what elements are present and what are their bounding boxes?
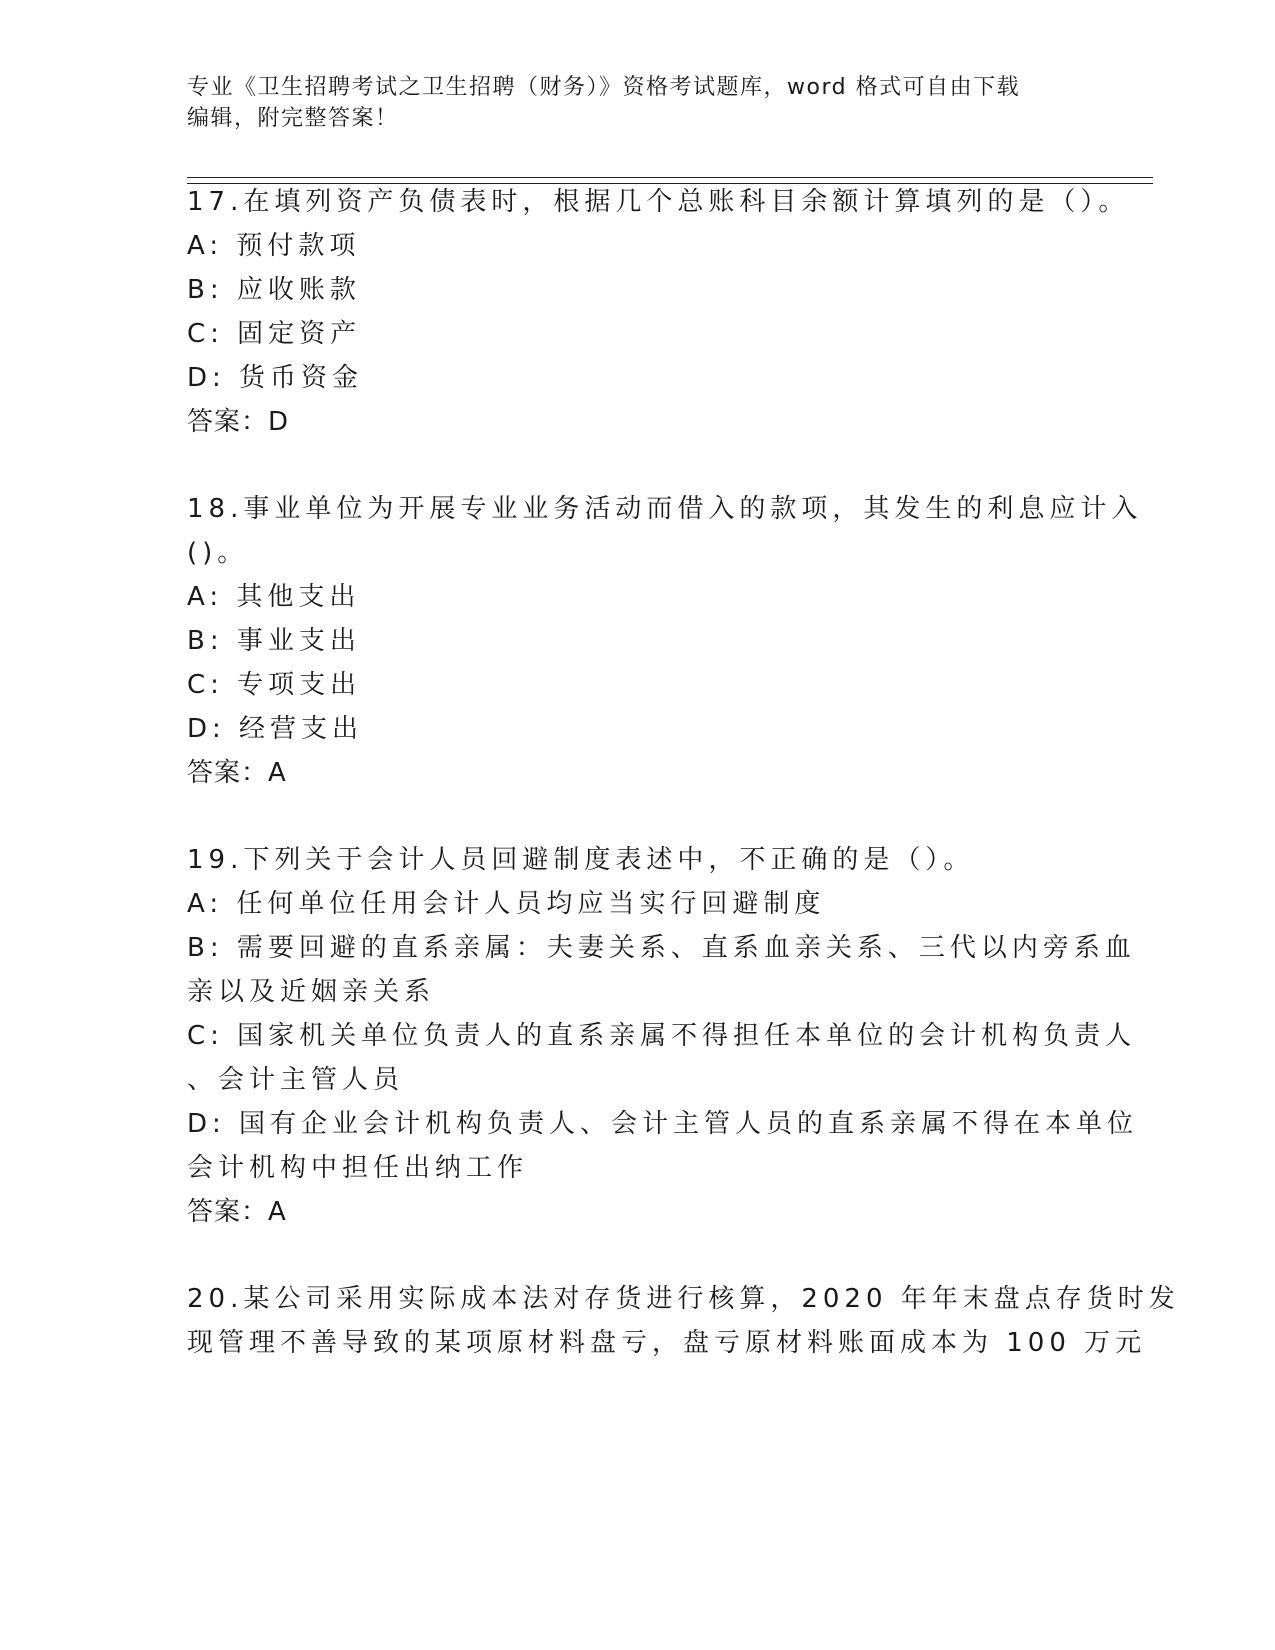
header-divider-bottom: [187, 183, 1153, 184]
question-18-option-b: B: 事业支出: [187, 626, 361, 656]
question-20-stem-cont: 现管理不善导致的某项原材料盘亏，盘亏原材料账面成本为 100 万元: [187, 1328, 1147, 1358]
question-19-option-b: B: 需要回避的直系亲属：夫妻关系、直系血亲关系、三代以内旁系血: [187, 933, 1136, 963]
question-19-answer: 答案：A: [187, 1197, 287, 1227]
question-18-option-d: D: 经营支出: [187, 714, 364, 744]
question-17-option-b: B: 应收账款: [187, 275, 361, 305]
question-19-option-c: C: 国家机关单位负责人的直系亲属不得担任本单位的会计机构负责人: [187, 1021, 1137, 1051]
question-20-stem: 20.某公司采用实际成本法对存货进行核算，2020 年年末盘点存货时发: [187, 1284, 1180, 1314]
question-19-option-c-cont: 、会计主管人员: [187, 1065, 405, 1095]
header-line-1: 专业《卫生招聘考试之卫生招聘（财务）》资格考试题库，word 格式可自由下载: [187, 75, 1021, 100]
header-divider-top: [187, 177, 1153, 178]
question-18-option-a: A: 其他支出: [187, 582, 361, 612]
question-17-option-c: C: 固定资产: [187, 319, 362, 349]
question-19-option-a: A: 任何单位任用会计人员均应当实行回避制度: [187, 889, 826, 919]
question-18-option-c: C: 专项支出: [187, 670, 362, 700]
header-line-2: 编辑，附完整答案！: [187, 106, 399, 131]
question-19-stem: 19.下列关于会计人员回避制度表述中，不正确的是（）。: [187, 845, 975, 875]
question-18-stem: 18.事业单位为开展专业业务活动而借入的款项，其发生的利息应计入: [187, 494, 1143, 524]
question-19-option-b-cont: 亲以及近姻亲关系: [187, 977, 436, 1007]
question-17-stem: 17.在填列资产负债表时，根据几个总账科目余额计算填列的是（）。: [187, 187, 1130, 217]
question-18-stem-cont: ()。: [187, 538, 249, 568]
question-19-option-d: D: 国有企业会计机构负责人、会计主管人员的直系亲属不得在本单位: [187, 1109, 1139, 1139]
document-header: [187, 72, 1067, 134]
question-17-option-a: A: 预付款项: [187, 231, 361, 261]
question-17-answer: 答案：D: [187, 407, 290, 437]
question-17-option-d: D: 货币资金: [187, 363, 364, 393]
question-18-answer: 答案：A: [187, 758, 287, 788]
question-19-option-d-cont: 会计机构中担任出纳工作: [187, 1153, 529, 1183]
